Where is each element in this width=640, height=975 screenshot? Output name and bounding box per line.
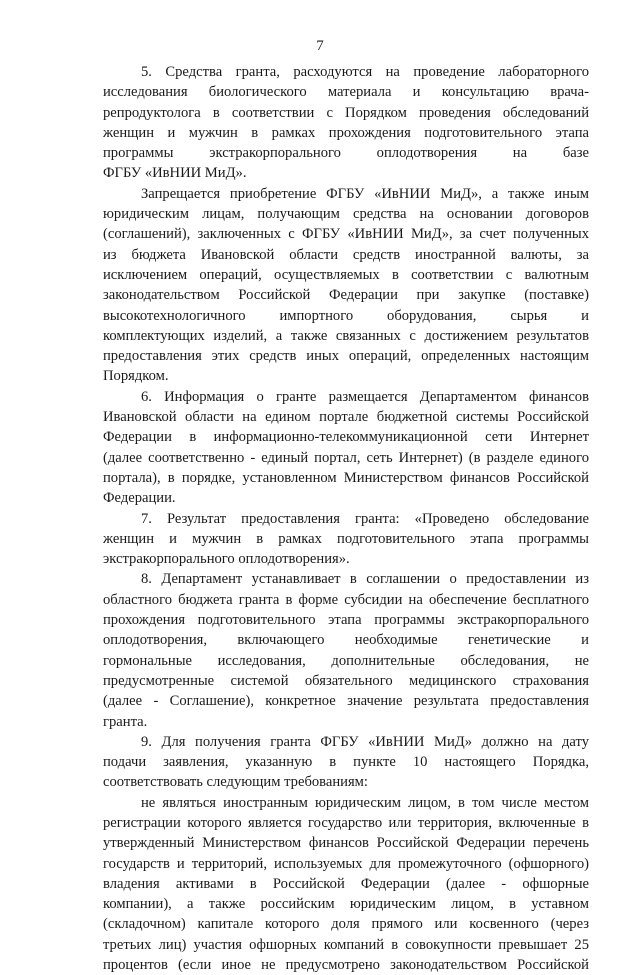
text-line: ФГБУ «ИвНИИ МиД».	[103, 165, 247, 182]
text-line: подачи заявления, указанную в пункте 10 настоящего Порядка,	[103, 754, 589, 771]
text-line: (соглашений), заключенных с ФГБУ «ИвНИИ МиД», за счет полученных	[103, 226, 589, 243]
text-line: 8. Департамент устанавливает в соглашении о предоставлении из	[141, 571, 589, 588]
text-line: компании), а также российским юридическим лицом, в уставном	[103, 896, 589, 913]
text-line: Федерации в информационно-телекоммуникационной сети Интернет	[103, 429, 589, 446]
text-line: юридическим лицам, получающим средства на основании договоров	[103, 206, 589, 223]
text-line: третьих лиц) участия офшорных компаний в совокупности превышает 25	[103, 936, 589, 953]
page-number: 7	[316, 38, 324, 54]
text-line: (складочном) капитале которого доля прямого или косвенного (через	[103, 916, 589, 933]
text-line: гормональные исследования, дополнительные обследования, не	[103, 652, 589, 669]
text-line: высокотехнологичного импортного оборудования, сырья и	[103, 307, 589, 324]
text-line: предоставления этих средств иных операций, определенных настоящим	[103, 348, 589, 365]
text-line: регистрации которого является государство или территория, включенные в	[103, 814, 589, 831]
text-line: портала), в порядке, установленном Министерством финансов Российской	[103, 469, 589, 486]
text-line: предусмотренные системой обязательного медицинского страхования	[103, 672, 589, 689]
text-line: оплодотворения, включающего необходимые генетические и	[103, 632, 589, 649]
text-line: из бюджета Ивановской области средств иностранной валюты, за	[103, 246, 589, 263]
text-line: прохождения подготовительного этапа программы экстракорпорального	[103, 612, 589, 629]
text-line: (далее соответственно - единый портал, сеть Интернет) (в разделе единого	[103, 449, 589, 466]
text-line: женщин и мужчин в рамках прохождения подготовительного этапа	[103, 124, 589, 141]
text-line: женщин и мужчин в рамках подготовительного этапа программы	[103, 530, 589, 547]
text-line: репродуктолога в соответствии с Порядком проведения обследований	[103, 104, 589, 121]
text-line: Федерации.	[103, 490, 176, 507]
text-line: комплектующих изделий, а также связанных с достижением результатов	[103, 327, 589, 344]
text-line: 9. Для получения гранта ФГБУ «ИвНИИ МиД» должно на дату	[141, 733, 589, 750]
text-line: 7. Результат предоставления гранта: «Проведено обследование	[141, 510, 589, 527]
text-line: государств и территорий, используемых для промежуточного (офшорного)	[103, 855, 589, 872]
text-line: исследования биологического материала и консультацию врача-	[103, 84, 589, 101]
text-line: программы экстракорпорального оплодотворения на базе	[103, 145, 589, 162]
text-line: Ивановской области на едином портале бюджетной системы Российской	[103, 409, 589, 426]
text-line: гранта.	[103, 713, 148, 730]
text-line: Запрещается приобретение ФГБУ «ИвНИИ МиД», а также иным	[141, 185, 589, 202]
text-line: областного бюджета гранта в форме субсидии на обеспечение бесплатного	[103, 591, 589, 608]
text-line: владения активами в Российской Федерации (далее - офшорные	[103, 875, 589, 892]
document-body	[103, 62, 589, 975]
text-line: утвержденный Министерством финансов Российской Федерации перечень	[103, 835, 589, 852]
text-line: соответствовать следующим требованиям:	[103, 774, 368, 791]
text-line: исключением операций, осуществляемых в соответствии с валютным	[103, 266, 589, 283]
text-line: (далее - Соглашение), конкретное значение результата предоставления	[103, 693, 589, 710]
text-line: законодательством Российской Федерации при закупке (поставке)	[103, 287, 589, 304]
text-line: экстракорпорального оплодотворения».	[103, 551, 350, 568]
text-line: 6. Информация о гранте размещается Департаментом финансов	[141, 388, 589, 405]
text-line: процентов (если иное не предусмотрено законодательством Российской	[103, 957, 589, 974]
text-line: Порядком.	[103, 368, 169, 385]
text-line: 5. Средства гранта, расходуются на проведение лабораторного	[141, 64, 589, 80]
text-line: не являться иностранным юридическим лицом, в том числе местом	[141, 794, 589, 811]
